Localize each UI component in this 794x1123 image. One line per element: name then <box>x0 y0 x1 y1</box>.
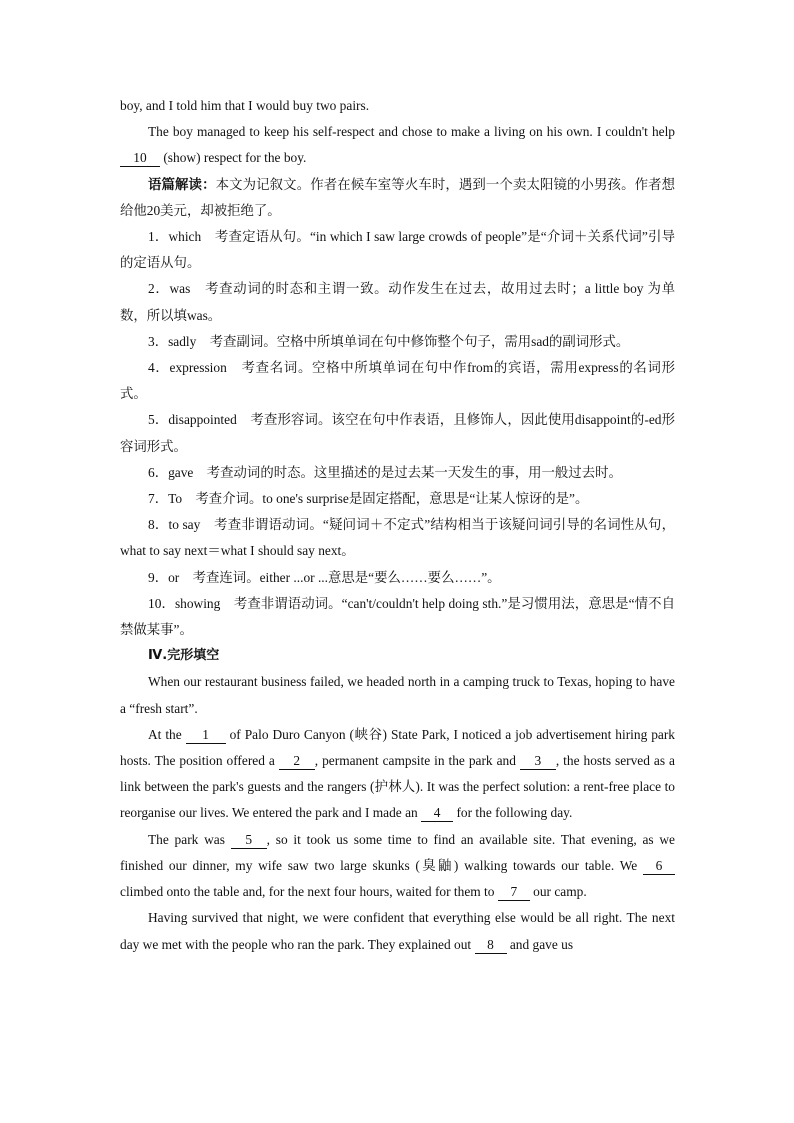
answer-item: 8．to say 考查非谓语动词。“疑问词＋不定式”结构相当于该疑问词引导的名词性从句，what to say next＝what I should say next。 <box>120 517 675 559</box>
answer-item: 3．sadly 考查副词。空格中所填单词在句中修饰整个句子，需用sad的副词形式。 <box>148 333 630 349</box>
section-heading: Ⅳ.完形填空 <box>148 648 220 664</box>
paragraph: The boy managed to keep his self-respect and chose to make a living on his own. I couldn't help 10 (show) respect for the boy. <box>120 119 675 171</box>
cloze-blank: 8 <box>475 937 507 954</box>
cloze-blank: 5 <box>231 832 267 849</box>
cloze-blank: 4 <box>421 805 453 822</box>
cloze-blank: 1 <box>186 727 226 744</box>
analysis-label: 语篇解读： <box>148 176 216 192</box>
analysis-paragraph: 语篇解读：本文为记叙文。作者在候车室等火车时，遇到一个卖太阳镜的小男孩。作者想给他20美元，却被拒绝了。 <box>120 176 676 218</box>
document-page <box>120 93 675 958</box>
answer-item: 4．expression 考查名词。空格中所填单词在句中作from的宾语，需用express的名词形式。 <box>120 360 675 402</box>
cloze-paragraph: When our restaurant business failed, we headed north in a camping truck to Texas, hoping to have a “fresh start”. <box>120 674 675 716</box>
cloze-blank: 3 <box>520 753 556 770</box>
cloze-blank: 6 <box>643 858 675 875</box>
cloze-blank: 7 <box>498 884 530 901</box>
cloze-paragraph: The park was 5 , so it took us some time to find an available site. That evening, as we finished our dinner, my wife saw two large skunks (臭鼬) walking towards our table. We 6 climbed onto the table and, for the next four hours, waited for them to 7 our camp. <box>120 831 675 900</box>
answer-item: 6．gave 考查动词的时态。这里描述的是过去某一天发生的事，用一般过去时。 <box>148 464 622 480</box>
answer-item: 1．which 考查定语从句。“in which I saw large crowds of people”是“介词＋关系代词”引导的定语从句。 <box>120 229 675 271</box>
answer-item: 2．was 考查动词的时态和主谓一致。动作发生在过去，故用过去时；a little boy 为单数，所以填was。 <box>120 281 675 323</box>
answer-item: 5．disappointed 考查形容词。该空在句中作表语，且修饰人，因此使用disappoint的-ed形容词形式。 <box>120 412 675 454</box>
cloze-paragraph: At the 1 of Palo Duro Canyon (峡谷) State Park, I noticed a job advertisement hiring park hosts. The position offered a 2 , permanent campsite in the park and 3 , the hosts served as a link between the park's guests and the rangers (护林人). It was the perfect solution: a rent-free place to reorganise our lives. We entered the park and I made an 4 for the following day. <box>120 726 676 821</box>
answer-item: 10．showing 考查非谓语动词。“can't/couldn't help doing sth.”是习惯用法，意思是“情不自禁做某事”。 <box>120 595 675 638</box>
cloze-paragraph: Having survived that night, we were confident that everything else would be all right. The next day we met with the people who ran the park. They explained out 8 and gave us <box>120 910 675 952</box>
text-line: boy, and I told him that I would buy two pairs. <box>120 98 370 113</box>
cloze-blank: 2 <box>279 753 315 770</box>
answer-blank: 10 <box>120 150 160 167</box>
answer-item: 7．To 考查介词。to one's surprise是固定搭配，意思是“让某人惊讶的是”。 <box>148 491 589 507</box>
answer-item: 9．or 考查连词。either ...or ...意思是“要么……要么……”。 <box>148 569 501 585</box>
